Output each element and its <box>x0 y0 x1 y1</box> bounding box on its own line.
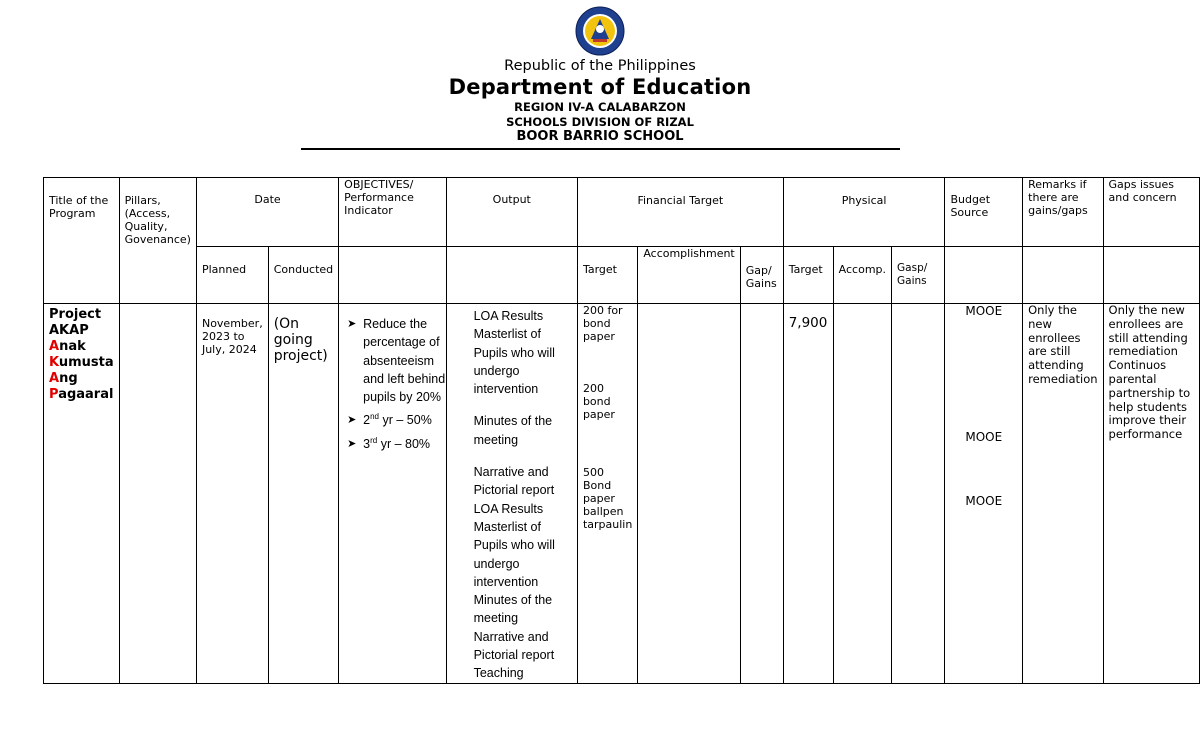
header-remarks: Remarks if there are gains/gaps <box>1023 178 1103 247</box>
subheader-phys-gaps: Gasp/ Gains <box>892 247 945 304</box>
objective-item: ➤ 3rd yr – 80% <box>347 435 445 453</box>
cell-gaps: Only the new enrollees are still attending remediation Continuos parental partnership to help students improve their performance <box>1103 304 1199 684</box>
republic-title: Republic of the Philippines <box>504 58 696 74</box>
subheader-row <box>44 247 1200 304</box>
header-row <box>44 178 1200 247</box>
cell-title <box>44 304 120 684</box>
output-item: Teaching <box>473 666 524 681</box>
header-pillars: Pillars, (Access, Quality, Govenance) <box>119 178 196 304</box>
cell-phys-accomp <box>833 304 891 684</box>
fin-target-item: 200 bond paper <box>582 382 615 421</box>
budget-item: MOOE <box>965 494 1003 508</box>
output-item: Masterlist of Pupils who will undergo intervention <box>473 519 555 589</box>
fin-target-item: 500 Bond paper ballpen tarpaulin <box>582 466 633 531</box>
cell-objectives <box>339 304 446 684</box>
subheader-output-empty <box>446 247 577 304</box>
school-title: BOOR BARRIO SCHOOL <box>516 129 684 144</box>
budget-item: MOOE <box>965 304 1003 318</box>
header-title: Title of the Program <box>44 178 120 304</box>
header-objectives: OBJECTIVES/ Performance Indicator <box>339 178 446 247</box>
cell-phys-target: 7,900 <box>783 304 833 684</box>
cell-pillars <box>119 304 196 684</box>
output-item: Minutes of the meeting <box>473 593 553 626</box>
objective-item: ➤ Reduce the percentage of absenteeism and left behind pupils by 20% <box>347 317 446 405</box>
program-row <box>44 304 1200 684</box>
department-title: Department of Education <box>448 75 752 99</box>
subheader-phys-target: Target <box>783 247 833 304</box>
subheader-fin-gap: Gap/ Gains <box>740 247 783 304</box>
fin-target-item: 200 for bond paper <box>582 304 623 343</box>
subheader-fin-target: Target <box>577 247 637 304</box>
cell-fin-target <box>577 304 637 684</box>
subheader-planned: Planned <box>196 247 268 304</box>
deped-seal-icon <box>567 6 633 56</box>
arrow-bullet-icon: ➤ <box>347 437 357 450</box>
header-date: Date <box>196 178 338 247</box>
subheader-budget-empty <box>945 247 1023 304</box>
subheader-remarks-empty <box>1023 247 1103 304</box>
subheader-gaps-empty <box>1103 247 1199 304</box>
arrow-bullet-icon: ➤ <box>347 318 357 330</box>
header-gaps: Gaps issues and concern <box>1103 178 1199 247</box>
cell-planned: November, 2023 to July, 2024 <box>196 304 268 684</box>
cell-remarks: Only the new enrollees are still attending remediation <box>1023 304 1103 684</box>
output-item: Narrative and Pictorial report <box>473 629 555 663</box>
header-divider <box>301 148 900 150</box>
cell-budget <box>945 304 1023 684</box>
acronym-word: Anak <box>49 339 86 354</box>
output-item: Minutes of the meeting <box>473 414 553 447</box>
project-name: Project AKAP <box>49 307 102 338</box>
cell-fin-accomplishment <box>638 304 740 684</box>
acronym-word: Kumusta <box>49 355 114 370</box>
arrow-bullet-icon: ➤ <box>347 414 357 427</box>
output-item: LOA Results <box>473 309 544 323</box>
header-output: Output <box>446 178 577 247</box>
output-item: LOA Results <box>473 501 544 516</box>
objective-item: ➤ 2nd yr – 50% <box>347 411 445 429</box>
header-budget: Budget Source <box>945 178 1023 247</box>
division-title: SCHOOLS DIVISION OF RIZAL <box>506 115 694 129</box>
cell-phys-gaps <box>892 304 945 684</box>
region-title: REGION IV-A CALABARZON <box>514 100 686 114</box>
cell-output <box>446 304 577 684</box>
header-financial: Financial Target <box>577 178 783 247</box>
subheader-phys-accomp: Accomp. <box>833 247 891 304</box>
subheader-fin-accomplishment: Accomplishment <box>638 247 740 304</box>
cell-fin-gap <box>740 304 783 684</box>
output-item: Masterlist of Pupils who will undergo intervention <box>473 327 555 397</box>
output-item: Narrative and Pictorial report <box>473 465 555 498</box>
budget-item: MOOE <box>965 430 1003 444</box>
header-physical: Physical <box>783 178 945 247</box>
acronym-word: Pagaaral <box>49 387 114 402</box>
subheader-objectives-empty <box>339 247 446 304</box>
program-table <box>43 177 1200 684</box>
cell-conducted: (On going project) <box>268 304 338 684</box>
acronym-word: Ang <box>49 371 78 386</box>
subheader-conducted: Conducted <box>268 247 338 304</box>
